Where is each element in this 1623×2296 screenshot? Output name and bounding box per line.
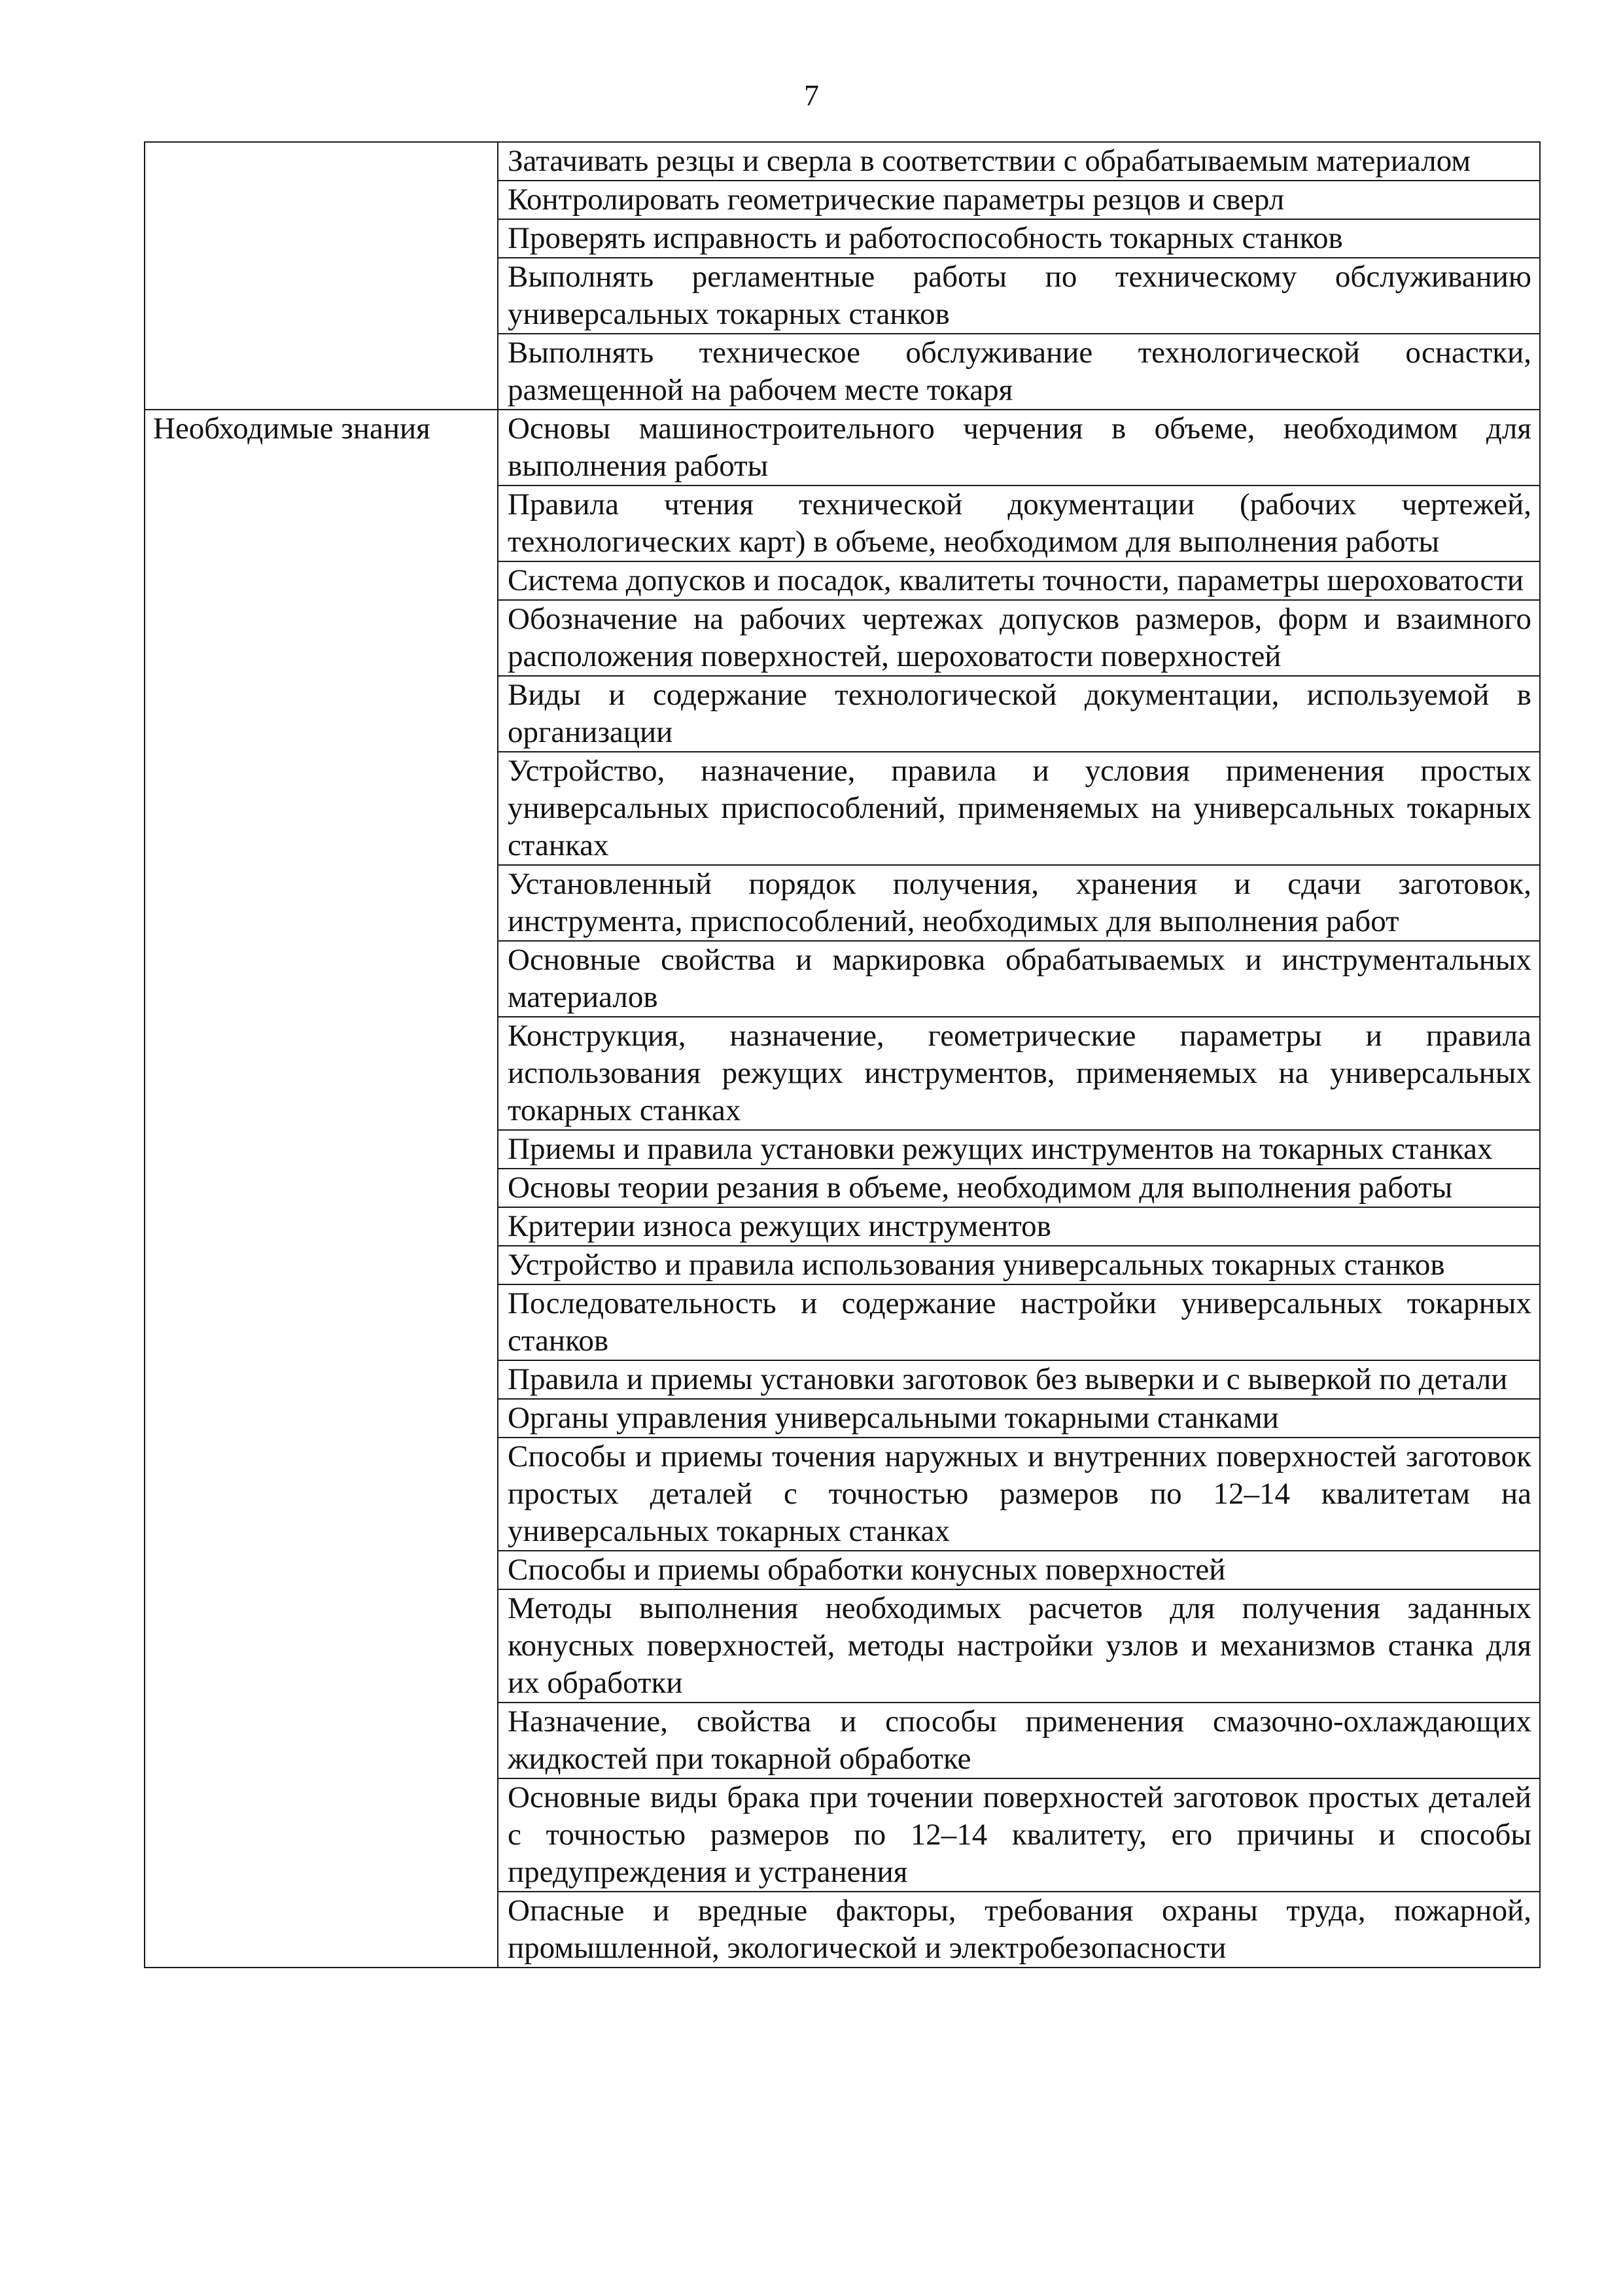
- skill-item: Выполнять регламентные работы по техническому обслуживанию универсальных токарных станков: [498, 258, 1540, 334]
- knowledge-item: Виды и содержание технологической документации, используемой в организации: [498, 676, 1540, 752]
- knowledge-item: Способы и приемы точения наружных и внутренних поверхностей заготовок простых деталей с точностью размеров по 12–14 квалитетам на универсальных токарных станках: [498, 1438, 1540, 1551]
- page-number: 7: [804, 79, 819, 112]
- knowledge-item: Приемы и правила установки режущих инструментов на токарных станках: [498, 1130, 1540, 1169]
- knowledge-item: Устройство, назначение, правила и условия применения простых универсальных приспособлений, применяемых на универсальных токарных станках: [498, 752, 1540, 865]
- knowledge-item: Основные виды брака при точении поверхностей заготовок простых деталей с точностью размеров по 12–14 квалитету, его причины и способы предупреждения и устранения: [498, 1778, 1540, 1892]
- knowledge-item: Назначение, свойства и способы применения смазочно-охлаждающих жидкостей при токарной обработке: [498, 1703, 1540, 1778]
- skill-item: Контролировать геометрические параметры резцов и сверл: [498, 181, 1540, 219]
- knowledge-item: Конструкция, назначение, геометрические параметры и правила использования режущих инструментов, применяемых на универсальных токарных станках: [498, 1017, 1540, 1130]
- knowledge-item: Правила чтения технической документации (рабочих чертежей, технологических карт) в объеме, необходимом для выполнения работы: [498, 486, 1540, 561]
- skill-item: Проверять исправность и работоспособность токарных станков: [498, 219, 1540, 258]
- requirements-table: [144, 141, 1541, 1968]
- knowledge-item: Правила и приемы установки заготовок без выверки и с выверкой по детали: [498, 1360, 1540, 1399]
- knowledge-item: Методы выполнения необходимых расчетов для получения заданных конусных поверхностей, методы настройки узлов и механизмов станка для их обработки: [498, 1589, 1540, 1703]
- skill-item: Затачивать резцы и сверла в соответствии с обрабатываемым материалом: [498, 142, 1540, 181]
- knowledge-item: Способы и приемы обработки конусных поверхностей: [498, 1551, 1540, 1589]
- knowledge-item: Устройство и правила использования универсальных токарных станков: [498, 1246, 1540, 1284]
- knowledge-item: Установленный порядок получения, хранения и сдачи заготовок, инструмента, приспособлений, необходимых для выполнения работ: [498, 865, 1540, 941]
- knowledge-item: Система допусков и посадок, квалитеты точности, параметры шероховатости: [498, 561, 1540, 600]
- knowledge-item: Критерии износа режущих инструментов: [498, 1207, 1540, 1246]
- table-row: [145, 410, 1540, 486]
- knowledge-item: Последовательность и содержание настройки универсальных токарных станков: [498, 1284, 1540, 1360]
- knowledge-item: Основы теории резания в объеме, необходимом для выполнения работы: [498, 1169, 1540, 1207]
- skills-label-cell: [145, 142, 498, 410]
- knowledge-label: Необходимые знания: [145, 410, 498, 1968]
- knowledge-item: Органы управления универсальными токарными станками: [498, 1399, 1540, 1438]
- knowledge-item: Основы машиностроительного черчения в объеме, необходимом для выполнения работы: [498, 410, 1540, 486]
- knowledge-item: Обозначение на рабочих чертежах допусков размеров, форм и взаимного расположения поверхностей, шероховатости поверхностей: [498, 600, 1540, 676]
- table-row: [145, 142, 1540, 181]
- knowledge-item: Основные свойства и маркировка обрабатываемых и инструментальных материалов: [498, 941, 1540, 1017]
- knowledge-item: Опасные и вредные факторы, требования охраны труда, пожарной, промышленной, экологической и электробезопасности: [498, 1892, 1540, 1968]
- skill-item: Выполнять техническое обслуживание технологической оснастки, размещенной на рабочем месте токаря: [498, 334, 1540, 410]
